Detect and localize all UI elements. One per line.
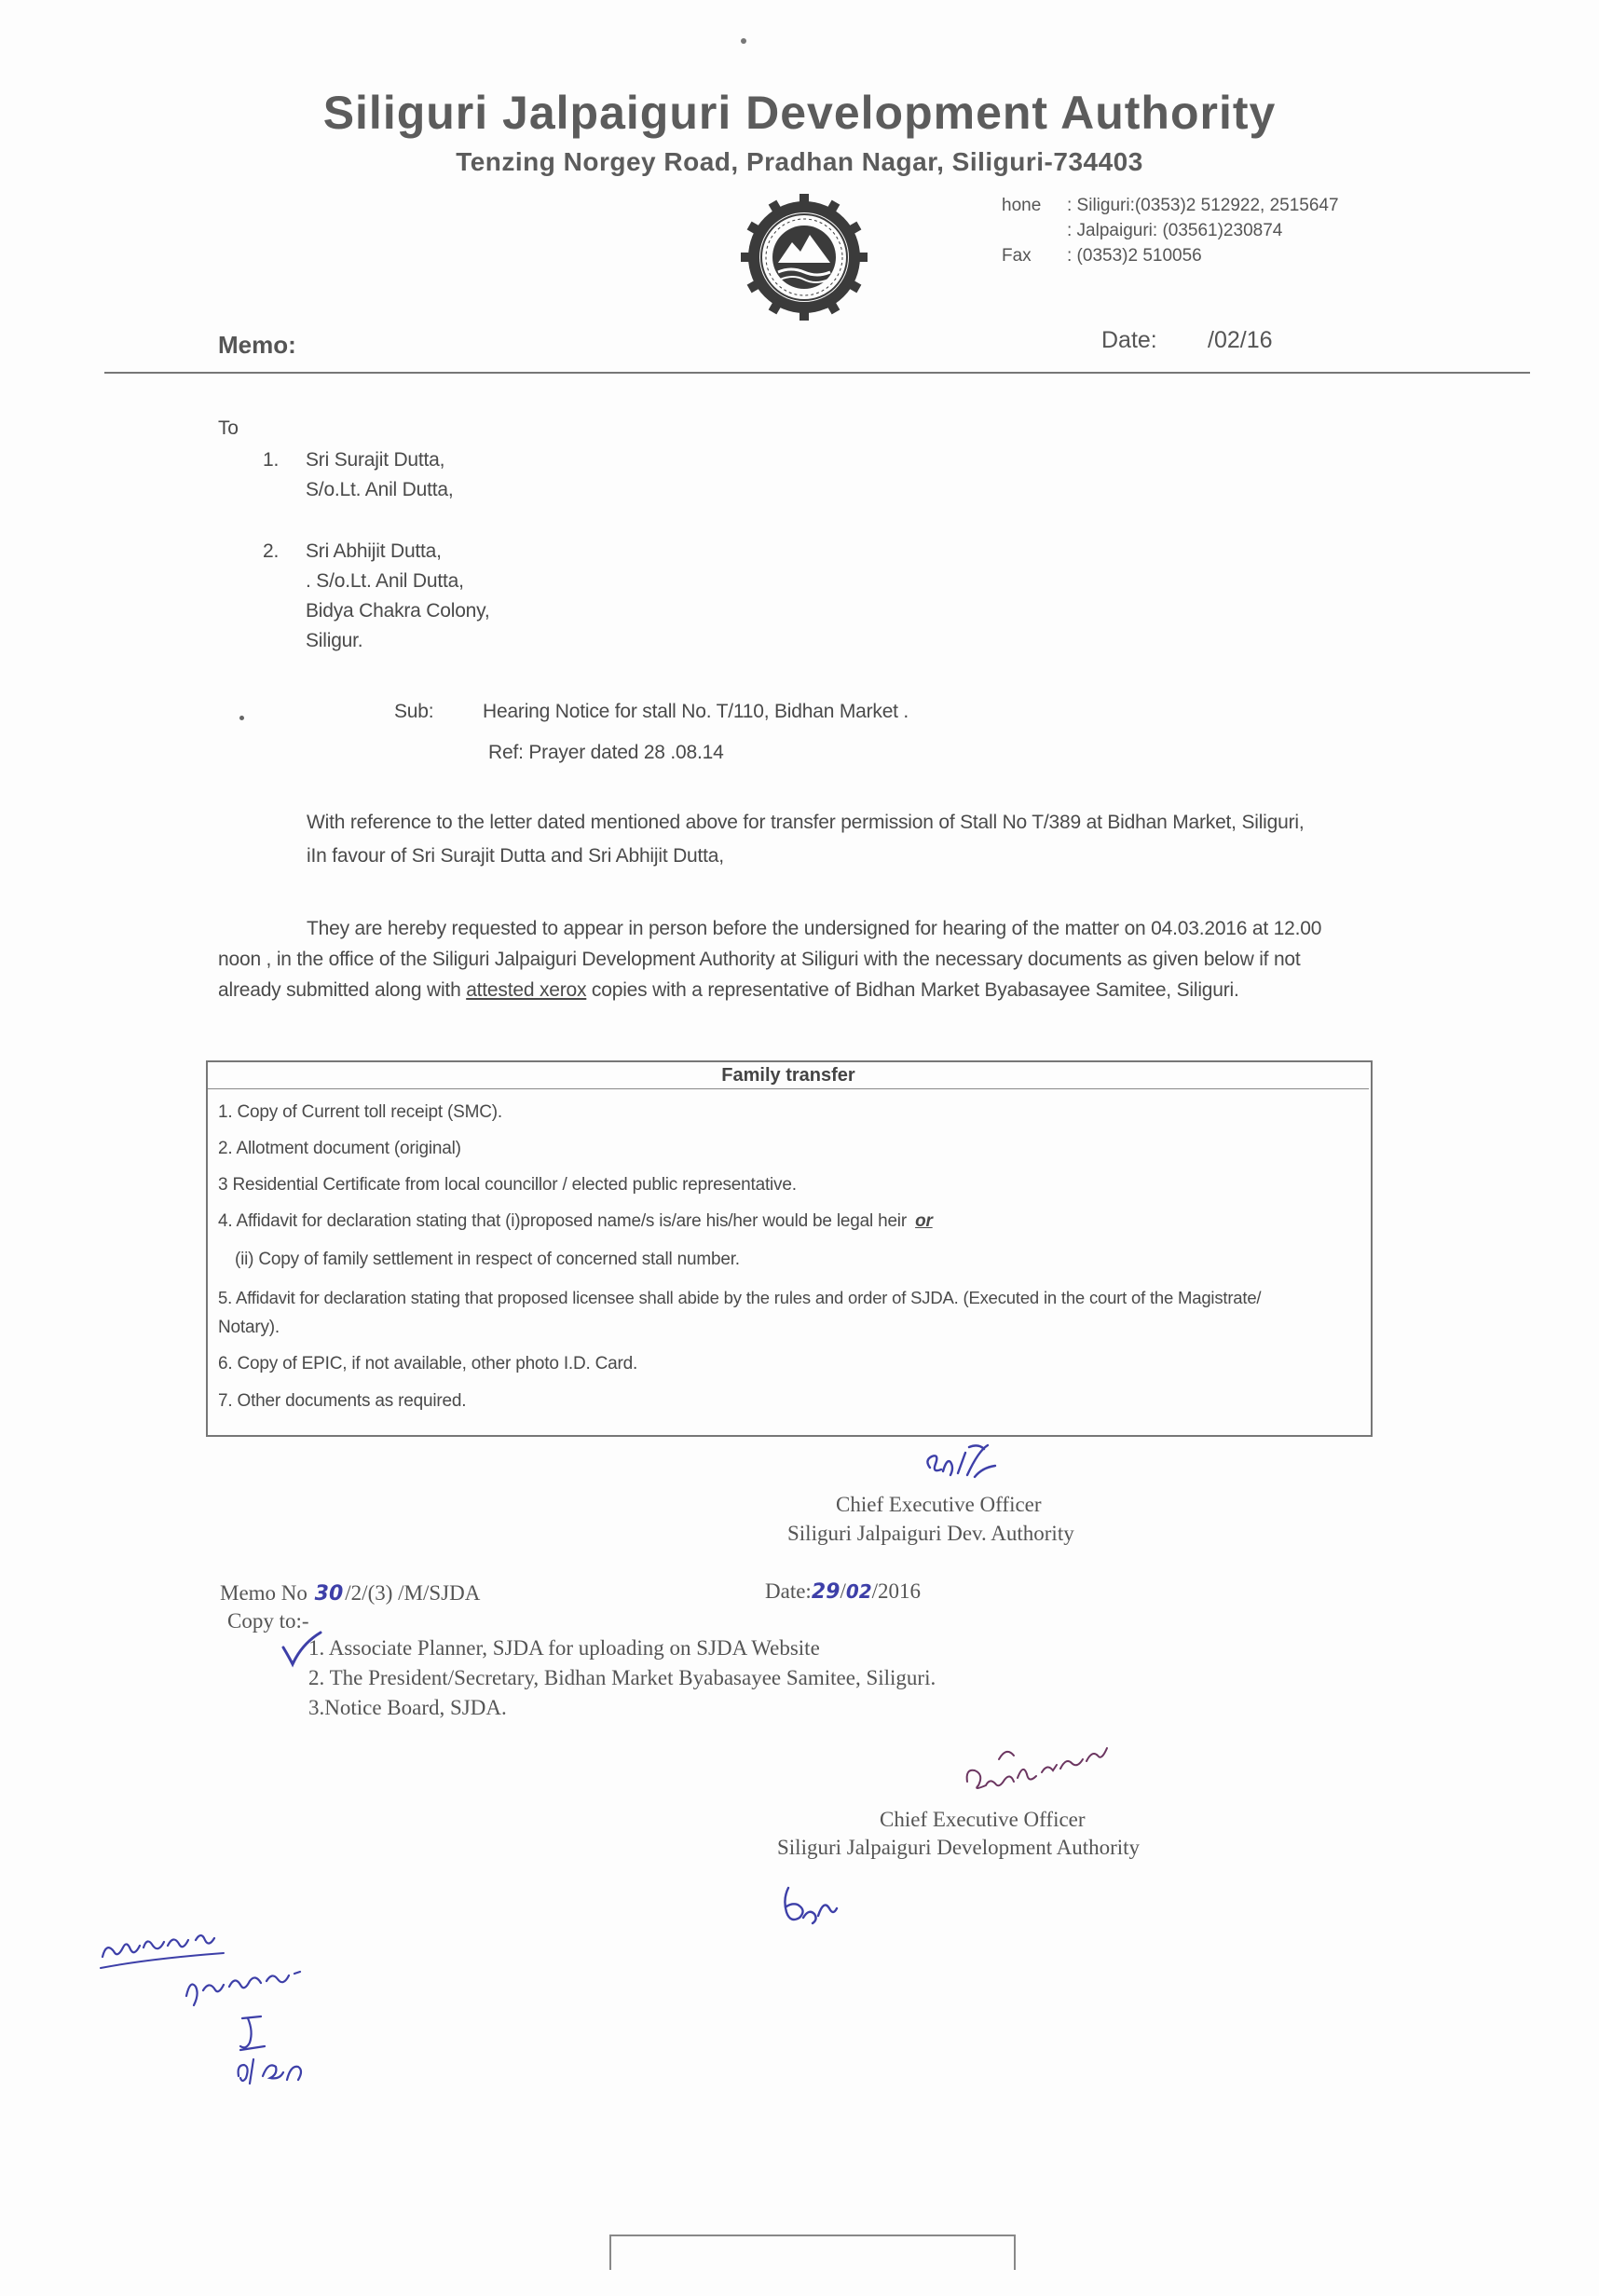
handwritten-initials-signature-1 <box>922 1440 1006 1486</box>
signatory-title: Chief Executive Officer <box>880 1808 1086 1831</box>
body-paragraph-2-line: They are hereby requested to appear in person before the undersigned for hearing of the matter on 04.03.2016 at 12.00 <box>307 918 1322 939</box>
requirement-item: 5. Affidavit for declaration stating that proposed licensee shall abide by the rules and order of SJDA. (Executed in the court of the Magistrate/ <box>218 1288 1262 1307</box>
contact-phone-jalpaiguri <box>1002 221 1282 241</box>
scan-dot <box>239 716 244 720</box>
date-value: /02/16 <box>1208 327 1273 353</box>
contact-phone-siliguri <box>1002 196 1339 216</box>
requirement-item: 6. Copy of EPIC, if not available, other photo I.D. Card. <box>218 1354 638 1374</box>
to-label: To <box>218 417 239 439</box>
requirement-item: 3 Residential Certificate from local councillor / elected public representative. <box>218 1175 797 1195</box>
requirement-item: 1. Copy of Current toll receipt (SMC). <box>218 1102 502 1122</box>
requirement-item: 4. Affidavit for declaration stating that (i)proposed name/s is/are his/her would be legal heir <box>218 1211 907 1231</box>
copy-to-item: 1. Associate Planner, SJDA for uploading on SJDA Website <box>308 1636 820 1660</box>
copy-date-month-handwritten: 02 <box>845 1580 872 1603</box>
sjda-seal-logo <box>741 194 868 321</box>
copy-date-year: /2016 <box>871 1579 922 1603</box>
attested-xerox-underlined: attested xerox <box>466 979 587 1001</box>
copy-date-separator: / <box>840 1579 846 1603</box>
copy-date-line <box>765 1579 921 1604</box>
requirement-item: (ii) Copy of family settlement in respect of concerned stall number. <box>235 1250 740 1269</box>
or-emphasis: or <box>915 1211 933 1231</box>
copy-to-label: Copy to:- <box>227 1609 309 1633</box>
contact-label: hone <box>1002 196 1042 215</box>
recipient-line: Bidya Chakra Colony, <box>306 600 490 622</box>
handwritten-margin-note <box>93 1920 391 2106</box>
requirement-item: 7. Other documents as required. <box>218 1391 467 1411</box>
memo-number-handwritten: 30 <box>314 1582 344 1606</box>
memo-number-label: Memo No <box>220 1581 308 1605</box>
body-text: already submitted along with <box>218 979 467 1001</box>
subject-text: Hearing Notice for stall No. T/110, Bidhan Market . <box>483 701 909 722</box>
contact-fax <box>1002 246 1202 266</box>
requirements-heading: Family transfer <box>208 1062 1369 1089</box>
signatory-organization: Siliguri Jalpaiguri Dev. Authority <box>787 1522 1074 1545</box>
recipient-number: 1. <box>263 449 280 471</box>
recipient-line: Siligur. <box>306 630 363 651</box>
organization-name: Siliguri Jalpaiguri Development Authority <box>322 87 1277 139</box>
copy-date-day-handwritten: 29 <box>811 1580 840 1604</box>
body-paragraph-2-line: noon , in the office of the Siliguri Jalpaiguri Development Authority at Siliguri with the necessary documents as given below if not <box>218 949 1301 970</box>
body-paragraph-2-line <box>218 975 1239 1005</box>
handwritten-initials-3 <box>775 1880 840 1933</box>
recipient-line: Sri Surajit Dutta, <box>306 449 445 471</box>
recipient-line: S/o.Lt. Anil Dutta, <box>306 479 454 500</box>
body-paragraph-1-line: iIn favour of Sri Surajit Dutta and Sri Abhijit Dutta, <box>307 845 724 867</box>
recipient-line: Sri Abhijit Dutta, <box>306 540 442 562</box>
contact-value: : Jalpaiguri: (03561)230874 <box>1067 221 1283 240</box>
memo-number-suffix: /2/(3) /M/SJDA <box>345 1581 481 1605</box>
recipient-number: 2. <box>263 540 280 562</box>
requirement-item-with-or <box>218 1211 933 1232</box>
requirement-item: 2. Allotment document (original) <box>218 1139 461 1158</box>
body-text: copies with a representative of Bidhan Market Byabasayee Samitee, Siliguri. <box>586 979 1239 1001</box>
scan-speck <box>741 38 746 44</box>
copy-to-item: 2. The President/Secretary, Bidhan Market Byabasayee Samitee, Siliguri. <box>308 1666 936 1689</box>
handwritten-signature-2 <box>962 1741 1111 1806</box>
contact-value: : (0353)2 510056 <box>1067 246 1202 266</box>
header-divider <box>104 372 1530 374</box>
body-paragraph-1-line: With reference to the letter dated mentioned above for transfer permission of Stall No T/389 at Bidhan Market, Siliguri, <box>307 812 1305 833</box>
organization-address: Tenzing Norgey Road, Pradhan Nagar, Siliguri-734403 <box>456 147 1143 176</box>
copy-date-label: Date: <box>765 1579 812 1603</box>
memo-number-line <box>220 1581 480 1606</box>
copy-to-item: 3.Notice Board, SJDA. <box>308 1696 507 1719</box>
subject-label: Sub: <box>394 701 434 722</box>
signatory-title: Chief Executive Officer <box>836 1493 1042 1516</box>
signatory-organization: Siliguri Jalpaiguri Development Authority <box>777 1836 1141 1859</box>
recipient-line: . S/o.Lt. Anil Dutta, <box>306 570 464 592</box>
contact-label: Fax <box>1002 246 1032 266</box>
bottom-scan-frame <box>609 2234 1016 2270</box>
requirement-item-continuation: Notary). <box>218 1318 280 1337</box>
date-label: Date: <box>1101 327 1157 353</box>
contact-value: : Siliguri:(0353)2 512922, 2515647 <box>1067 196 1339 215</box>
memo-label: Memo: <box>218 331 296 359</box>
reference-text: Ref: Prayer dated 28 .08.14 <box>488 742 724 763</box>
